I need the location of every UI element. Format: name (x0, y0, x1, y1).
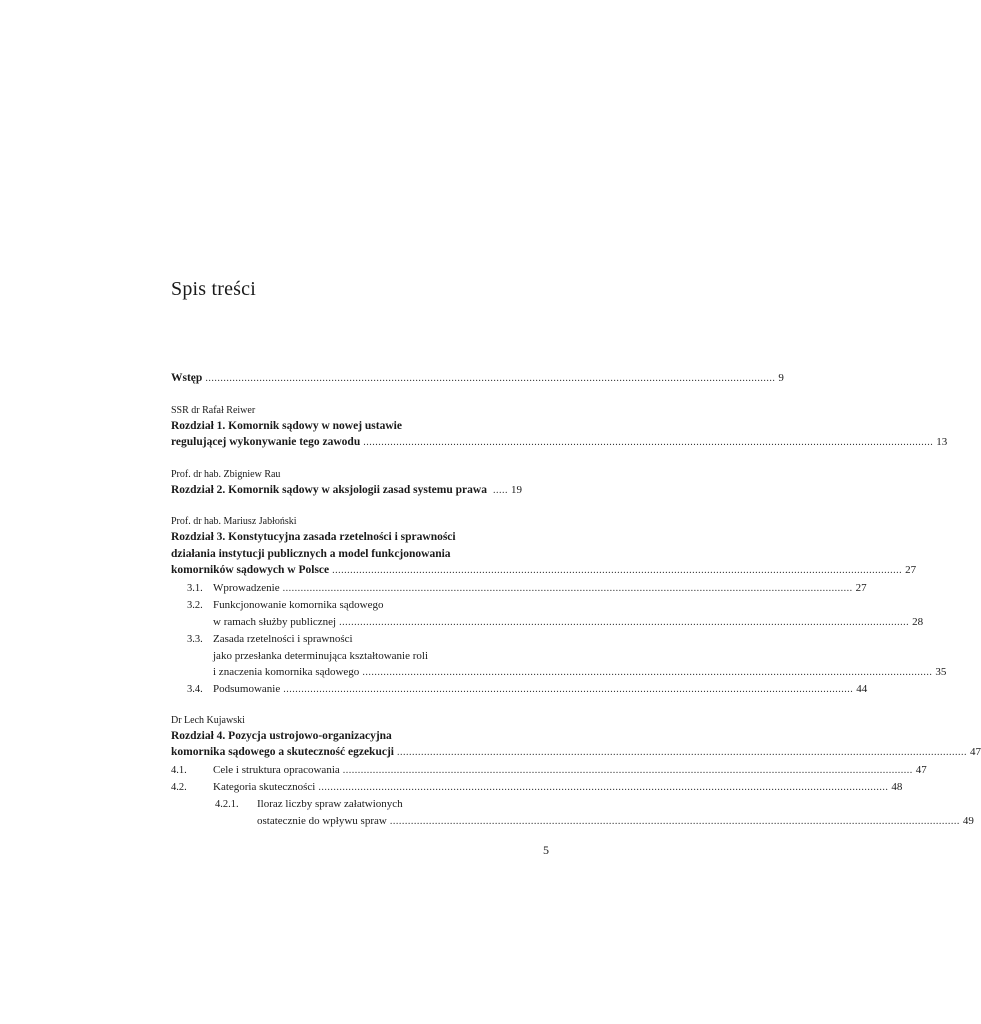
section-label: ostatecznie do wpływu spraw (257, 814, 387, 827)
section-label: Funkcjonowanie komornika sądowego (213, 598, 384, 611)
toc-section-3-3-cont[interactable] (171, 664, 947, 681)
section-label: w ramach służby publicznej (213, 615, 337, 628)
toc-entry-intro[interactable] (171, 370, 784, 388)
dot-leader: .............................................................................................................................................................................................. (396, 747, 967, 758)
toc-page-number: 27 (905, 564, 917, 576)
toc-section-3-1[interactable] (171, 580, 867, 597)
chapter-title-line: regulującej wykonywanie tego zawodu (171, 436, 361, 448)
section-number: 3.3. (187, 633, 203, 645)
toc-page-number: 47 (915, 763, 927, 776)
section-number: 4.2. (171, 781, 187, 793)
toc-entry-chapter-1[interactable] (171, 434, 948, 452)
chapter-author: Prof. dr hab. Zbigniew Rau (171, 468, 281, 480)
toc-section-4-1[interactable] (171, 762, 927, 779)
section-number: 4.2.1. (215, 798, 239, 810)
section-number: 3.1. (187, 582, 203, 594)
toc-page-number: 28 (912, 615, 924, 628)
toc-entry-chapter-4[interactable] (171, 744, 981, 762)
dot-leader: .............................................................................................................................................................................................. (339, 616, 910, 628)
section-label[interactable]: jako przesłanka determinująca kształtowanie roli (213, 649, 429, 662)
toc-entry-chapter-3[interactable] (171, 562, 917, 580)
table-of-contents (171, 370, 981, 830)
toc-section-4-2-1[interactable] (171, 796, 549, 813)
toc-page-number: 13 (936, 436, 948, 448)
toc-section-3-3[interactable] (171, 631, 549, 648)
page-number: 5 (543, 843, 549, 857)
toc-page-number: 9 (778, 372, 784, 384)
dot-leader: .............................................................................................................................................................................................. (342, 764, 913, 776)
dot-leader: ..... (492, 484, 508, 496)
toc-entry-chapter-2[interactable] (171, 482, 549, 500)
section-number: 4.1. (171, 764, 187, 776)
section-label: Cele i struktura opracowania (213, 763, 340, 776)
toc-page-number: 27 (855, 581, 867, 594)
chapter-title-line[interactable]: Rozdział 3. Konstytucyjna zasada rzetelności i sprawności (171, 531, 456, 543)
section-number: 3.2. (187, 599, 203, 611)
section-number: 3.4. (187, 683, 203, 695)
toc-section-4-2[interactable] (171, 779, 903, 796)
dot-leader: .............................................................................................................................................................................................. (362, 666, 933, 678)
section-label: Wprowadzenie (213, 581, 280, 594)
dot-leader: .............................................................................................................................................................................................. (332, 565, 903, 576)
toc-entry-label: Wstęp (171, 372, 203, 384)
chapter-title-line: komornika sądowego a skuteczność egzekucji (171, 746, 394, 758)
toc-page-number: 47 (969, 746, 981, 758)
dot-leader: .............................................................................................................................................................................................. (363, 437, 934, 448)
dot-leader: .............................................................................................................................................................................................. (389, 815, 960, 827)
chapter-author: SSR dr Rafał Reiwer (171, 404, 256, 416)
toc-page-number: 19 (510, 483, 522, 496)
toc-section-4-2-1-cont[interactable] (171, 813, 974, 830)
toc-page-number: 49 (962, 814, 974, 827)
section-label: Podsumowanie (213, 682, 281, 695)
chapter-author: Dr Lech Kujawski (171, 714, 245, 726)
chapter-author: Prof. dr hab. Mariusz Jabłoński (171, 516, 297, 527)
chapter-title-line: Rozdział 2. Komornik sądowy w aksjologii zasad systemu prawa (171, 483, 487, 496)
section-label: i znaczenia komornika sądowego (213, 665, 360, 678)
toc-section-3-2-cont[interactable] (171, 614, 924, 631)
toc-page-number: 44 (856, 682, 868, 695)
chapter-title-line[interactable]: działania instytucji publicznych a model funkcjonowania (171, 547, 451, 560)
toc-page-number: 48 (891, 780, 903, 793)
dot-leader: .............................................................................................................................................................................................. (282, 582, 853, 594)
dot-leader: .............................................................................................................................................................................................. (205, 373, 776, 384)
toc-page-number: 35 (935, 665, 947, 678)
chapter-title-line: komorników sądowych w Polsce (171, 564, 330, 576)
dot-leader: .............................................................................................................................................................................................. (283, 683, 854, 695)
toc-section-3-2[interactable] (171, 597, 549, 614)
toc-section-3-4[interactable] (171, 681, 868, 698)
page-title: Spis treści (171, 278, 256, 300)
section-label: Kategoria skuteczności (213, 780, 316, 793)
chapter-title-line[interactable]: Rozdział 1. Komornik sądowy w nowej ustawie (171, 419, 402, 432)
chapter-title-line[interactable]: Rozdział 4. Pozycja ustrojowo-organizacyjna (171, 729, 392, 742)
dot-leader: .............................................................................................................................................................................................. (318, 781, 889, 793)
section-label: Zasada rzetelności i sprawności (213, 632, 353, 645)
section-label: Iloraz liczby spraw załatwionych (257, 797, 403, 810)
